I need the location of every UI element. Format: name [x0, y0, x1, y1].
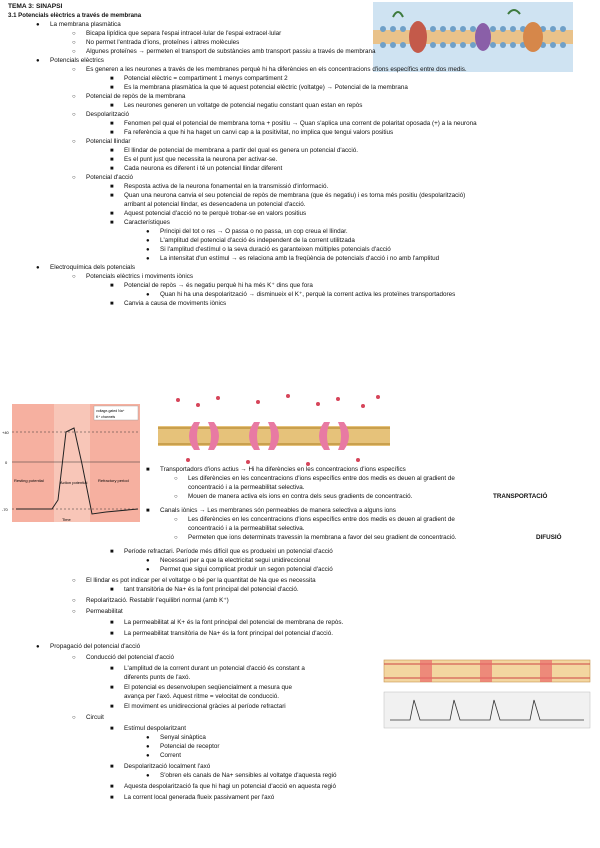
bullet-icon: ■: [110, 631, 114, 637]
text-line: L'amplitud de la corrent durant un potencial d'acció és constant a: [124, 665, 305, 672]
text-line: Potencial de repòs → és negatiu perquè hi ha més K⁺ dins que fora: [124, 282, 313, 289]
text-line: Es el punt just que necessita la neurona per activar-se.: [124, 156, 278, 163]
bullet-icon: ○: [72, 609, 76, 615]
bullet-icon: ■: [110, 211, 114, 217]
text-line: Potencial de repòs de la membrana: [86, 93, 186, 100]
legend-entry: K⁺ channels: [96, 415, 116, 419]
bullet-icon: ■: [110, 726, 114, 732]
bullet-icon: ■: [110, 704, 114, 710]
text-line: La membrana plasmàtica: [50, 21, 121, 28]
bullet-icon: ○: [72, 655, 76, 661]
text-line: Fa referència a que hi ha haget un canvi cap a la positivitat, no implica que tengui valors positius: [124, 129, 394, 136]
tick-label: -70: [2, 507, 8, 512]
bullet-icon: ●: [146, 256, 150, 262]
text-line: Despolarització localment l'axó: [124, 763, 211, 770]
text-line: Potencials elèctrics: [50, 57, 104, 64]
text-line: El potencial es desenvolupen seqüencialment a mesura que: [124, 684, 293, 691]
axis-label: Time: [62, 517, 71, 522]
text-line: avança per l'axó. Aquest ritme = velocitat de conducció.: [124, 693, 280, 700]
bullet-icon: ■: [110, 85, 114, 91]
bullet-icon: ○: [72, 49, 76, 55]
bullet-icon: ■: [146, 467, 150, 473]
document-title: TEMA 3: SINAPSI: [8, 3, 63, 10]
axon-propagation-illustration: [380, 650, 594, 732]
bullet-icon: ○: [174, 535, 178, 541]
text-line: Aquesta despolarització fa que hi hagi un potencial d'acció en aquesta regió: [124, 783, 336, 790]
text-line: arribant al potencial llindar, es desencadena un potencial d'acció.: [124, 201, 306, 208]
text-line: Cada neurona es diferent i té un potencial llindar diferent: [124, 165, 283, 172]
text-line: Bicapa lipídica que separa l'espai intracel·lular de l'espai extracel·lular: [86, 30, 282, 37]
bullet-icon: ○: [174, 494, 178, 500]
bullet-icon: ■: [110, 587, 114, 593]
section-title: 3.1 Potencials elèctrics a través de membrana: [8, 12, 142, 19]
text-line: La intensitat d'un estímul → es relaciona amb la freqüència de potencials d'acció i no amb l'amplitud: [160, 255, 440, 262]
bullet-icon: ○: [72, 175, 76, 181]
bullet-icon: ■: [110, 193, 114, 199]
text-line: Quan hi ha una despolarització → disminueix el K⁺, perquè la corrent activa les proteïnes transportadores: [160, 291, 456, 298]
bullet-icon: ○: [72, 94, 76, 100]
bullet-icon: ○: [72, 274, 76, 280]
bullet-icon: ○: [72, 139, 76, 145]
text-line: Algunes proteïnes → permeten el transport de substàncies amb transport passiu a través de membrana: [86, 48, 376, 55]
text-line: Resposta activa de la neurona fonamental en la transmissió d'informació.: [124, 183, 329, 190]
text-line: Electroquímica dels potencials: [50, 264, 136, 271]
bullet-icon: ●: [146, 773, 150, 779]
text-line: El moviment es unidireccional gràcies al període refractari: [124, 703, 286, 710]
bullet-icon: ■: [110, 784, 114, 790]
phase-label: Action potential: [60, 480, 88, 485]
text-line: Canvia a causa de moviments iònics: [124, 300, 227, 307]
text-line: Necessari per a que la electricitat segui unidireccional: [160, 557, 311, 564]
bullet-icon: ■: [110, 620, 114, 626]
text-line: Característiques: [124, 219, 170, 226]
text-line: Transportadors d'ions actius → Hi ha diferències en les concentracions d'ions específics: [160, 466, 406, 473]
text-line: Repolarització. Restablir l'equilibri normal (amb K⁺): [86, 597, 229, 604]
bullet-icon: ■: [110, 103, 114, 109]
bullet-icon: ■: [110, 301, 114, 307]
bullet-icon: ■: [110, 795, 114, 801]
text-line: Les neurones generen un voltatge de potencial negatiu constant quan estan en repòs: [124, 102, 363, 109]
keyword: TRANSPORTACIÓ: [493, 493, 548, 500]
bullet-icon: ○: [72, 67, 76, 73]
ion-channels-illustration: [158, 390, 390, 470]
text-line: Propagació del potencial d'acció: [50, 643, 141, 650]
text-line: Quan una neurona canvia el seu potencial de repòs de membrana (que és negatiu) i es torna més positiu (despolarització): [124, 192, 466, 199]
bullet-icon: ●: [146, 744, 150, 750]
text-line: Les diferències en les concentracions d'ions específics entre dos medis es deuen al gradient de: [188, 516, 455, 523]
text-line: S'obren els canals de Na+ sensibles al voltatge d'aquesta regió: [160, 772, 337, 779]
phase-label: Refractory period: [98, 478, 129, 483]
bullet-icon: ■: [110, 764, 114, 770]
text-line: El llindar es pot indicar per el voltatge o bé per la quantitat de Na que es necessita: [86, 577, 316, 584]
text-line: Mouen de manera activa els ions en contra dels seus gradients de concentració.: [188, 493, 413, 500]
bullet-icon: ■: [110, 220, 114, 226]
text-line: L'amplitud del potencial d'acció és independent de la corrent utilitzada: [160, 237, 355, 244]
text-line: Potencial de receptor: [160, 743, 220, 750]
bullet-icon: ●: [146, 735, 150, 741]
bullet-icon: ○: [72, 578, 76, 584]
text-line: La corrent local generada flueix passivament per l'axó: [124, 794, 275, 801]
bullet-icon: ■: [110, 184, 114, 190]
text-line: tant transitòria de Na+ és la font principal del potencial d'acció.: [124, 586, 299, 593]
bullet-icon: ■: [110, 121, 114, 127]
text-line: Potencial llindar: [86, 138, 131, 145]
text-line: Potencials elèctrics i moviments iònics: [86, 273, 194, 280]
text-line: Potencial elèctric = compartiment 1 menys compartiment 2: [124, 75, 288, 82]
text-line: Les diferències en les concentracions d'ions específics entre dos medis es deuen al gradient de: [188, 475, 455, 482]
tick-label: +40: [2, 430, 9, 435]
bullet-icon: ■: [146, 508, 150, 514]
bullet-icon: ○: [174, 517, 178, 523]
text-line: concentració i a la permeabilitat selectiva.: [188, 525, 305, 532]
text-line: Aquest potencial d'acció no te perquè trobar-se en valors positius: [124, 210, 307, 217]
keyword: DIFUSIÓ: [536, 534, 562, 541]
tick-label: 0: [5, 460, 8, 465]
text-line: La permeabilitat al K+ és la font principal del potencial de membrana de repòs.: [124, 619, 344, 626]
bullet-icon: ■: [110, 157, 114, 163]
text-line: Permeabilitat: [86, 608, 123, 615]
bullet-icon: ●: [36, 58, 40, 64]
text-line: Estímul despolaritzant: [124, 725, 186, 732]
text-line: Potencial d'acció: [86, 174, 134, 181]
text-line: Corrent: [160, 752, 181, 759]
text-line: Canals iònics → Les membranes són permeables de manera selectiva a alguns ions: [160, 507, 396, 514]
bullet-icon: ○: [72, 112, 76, 118]
text-line: concentració i a la permeabilitat selectiva.: [188, 484, 305, 491]
action-potential-graph: [2, 404, 140, 524]
text-line: Es la membrana plasmàtica la que té aquest potencial elèctric (voltatge) → Potencial de la membrana: [124, 84, 408, 91]
text-line: Conducció del potencial d'acció: [86, 654, 175, 661]
text-line: Es generen a les neurones a través de les membranes perquè hi ha diferències en els concentracions d'ions específics entre dos medis.: [86, 66, 467, 73]
text-line: El llindar de potencial de membrana a partir del qual es genera un potencial d'acció.: [124, 147, 358, 154]
text-line: Permeten que ions determinats travessin la membrana a favor del seu gradient de concentració.: [188, 534, 457, 541]
text-line: Senyal sinàptica: [160, 734, 206, 741]
bullet-icon: ●: [146, 753, 150, 759]
bullet-icon: ●: [36, 22, 40, 28]
bullet-icon: ●: [146, 229, 150, 235]
bullet-icon: ●: [36, 644, 40, 650]
bullet-icon: ■: [110, 685, 114, 691]
bullet-icon: ■: [110, 76, 114, 82]
bullet-icon: ■: [110, 283, 114, 289]
bullet-icon: ○: [174, 476, 178, 482]
bullet-icon: ○: [72, 31, 76, 37]
text-line: Principi del tot o res → O passa o no passa, un cop creua el llindar.: [160, 228, 348, 235]
text-line: Permet que sigui complicat produir un segon potencial d'acció: [160, 566, 333, 573]
bullet-icon: ○: [72, 715, 76, 721]
bullet-icon: ○: [72, 40, 76, 46]
text-line: diferents punts de l'axó.: [124, 674, 191, 681]
text-line: La permeabilitat transitòria de Na+ és la font principal del potencial d'acció.: [124, 630, 333, 637]
bullet-icon: ●: [146, 247, 150, 253]
bullet-icon: ■: [110, 166, 114, 172]
text-line: Període refractari. Període més difícil que es produeixi un potencial d'acció: [124, 548, 333, 555]
text-line: Despolarització: [86, 111, 130, 118]
bullet-icon: ■: [110, 549, 114, 555]
bullet-icon: ●: [146, 292, 150, 298]
text-line: Circuit: [86, 714, 104, 721]
bullet-icon: ○: [72, 598, 76, 604]
bullet-icon: ●: [146, 238, 150, 244]
legend-entry: voltage-gated Na⁺: [96, 409, 125, 413]
membrane-illustration: [373, 2, 573, 72]
text-line: Si l'amplitud d'estímul o la seva duració es garanteixen múltiples potencials d'acció: [160, 246, 391, 253]
text-line: Fenomen pel qual el potencial de membrana torna + positiu → Quan s'aplica una corrent de polaritat oposada (+) a la neurona: [124, 120, 477, 127]
phase-label: Resting potential: [14, 478, 44, 483]
bullet-icon: ●: [146, 558, 150, 564]
text-line: No permet l'entrada d'ions, proteïnes i altres molècules: [86, 39, 240, 46]
bullet-icon: ●: [146, 567, 150, 573]
bullet-icon: ■: [110, 148, 114, 154]
bullet-icon: ■: [110, 666, 114, 672]
bullet-icon: ■: [110, 130, 114, 136]
bullet-icon: ●: [36, 265, 40, 271]
